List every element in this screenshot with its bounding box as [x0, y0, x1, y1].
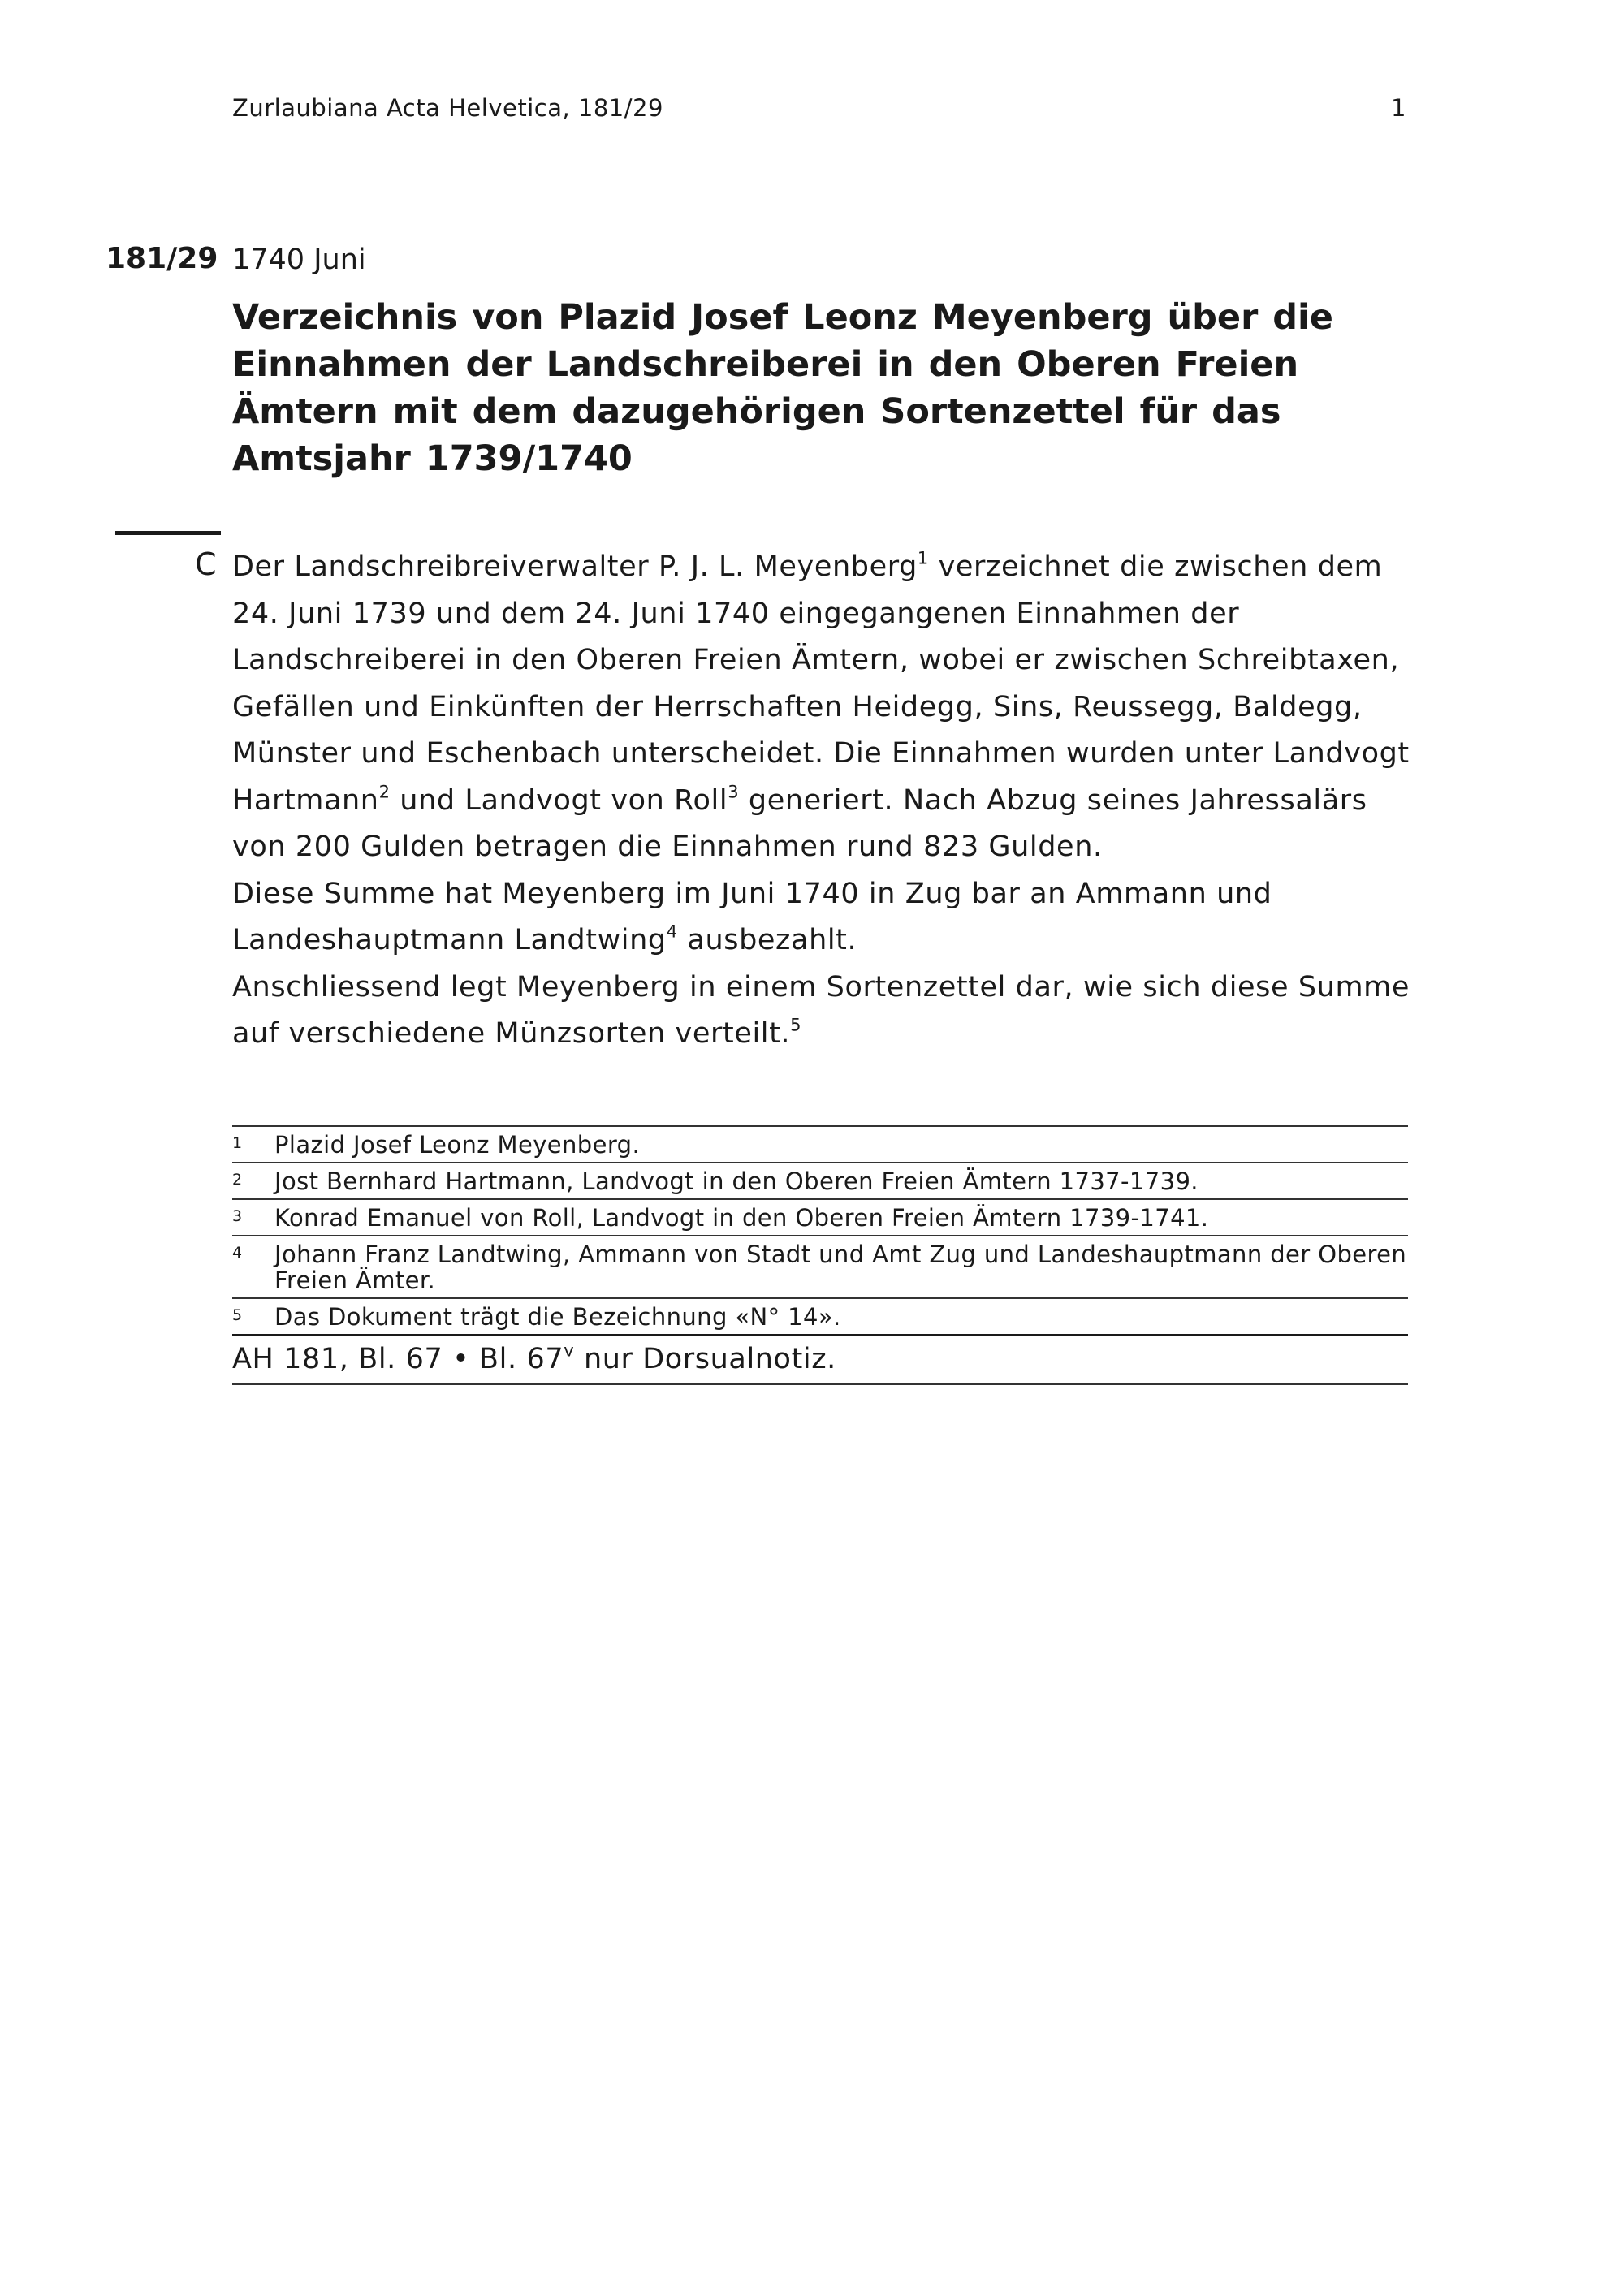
- footnote-ref-1[interactable]: 1: [917, 548, 929, 568]
- footnote-number: 4: [232, 1244, 243, 1262]
- summary-paragraph-2: [232, 871, 1410, 965]
- margin-rule: [115, 531, 221, 535]
- footnote-number: 3: [232, 1207, 243, 1225]
- footnote: [232, 1125, 1408, 1162]
- footnote-number: 5: [232, 1306, 243, 1324]
- footnote-ref-2[interactable]: 2: [378, 781, 391, 801]
- margin-letter: C: [195, 546, 217, 582]
- footnote-text: Das Dokument trägt die Bezeichnung «N° 14».: [274, 1303, 841, 1331]
- source-text: nur Dorsualnotiz.: [574, 1343, 836, 1375]
- footnote-text: Konrad Emanuel von Roll, Landvogt in den Oberen Freien Ämtern 1739-1741.: [274, 1204, 1209, 1232]
- footnote-text: Plazid Josef Leonz Meyenberg.: [274, 1131, 641, 1159]
- document-title: Verzeichnis von Plazid Josef Leonz Meyenberg über die Einnahmen der Landschreiberei in den Oberen Freien Ämtern mit dem dazugehörigen Sortenzettel für das Amtsjahr 1739/1740: [232, 297, 1333, 479]
- summary-text-span: Anschliessend legt Meyenberg in einem Sortenzettel dar, wie sich diese Summe auf verschiedene Münzsorten verteilt.: [232, 970, 1410, 1050]
- source-text: AH 181, Bl. 67 • Bl. 67: [232, 1343, 564, 1375]
- summary-text-span: verzeichnet die zwischen dem 24. Juni 1739 und dem 24. Juni 1740 eingegangenen Einnahmen der Landschreiberei in den Oberen Freien Ämtern, wobei er zwischen Schreibtaxen, Gefällen und Einkünften der Herrschaften Heidegg, Sins, Reussegg, Baldegg, Münster und Eschenbach unterscheidet. Die Einnahmen wurden unter Landvogt Hartmann: [232, 550, 1410, 817]
- running-head: [232, 94, 1406, 127]
- summary-text-span: generiert. Nach Abzug seines Jahressalärs von 200 Gulden betragen die Einnahmen rund 823 Gulden.: [232, 783, 1367, 863]
- document-date: 1740 Juni: [232, 244, 366, 276]
- summary-text-span: Der Landschreibreiverwalter P. J. L. Meyenberg: [232, 550, 918, 583]
- summary-paragraph-1: [232, 544, 1410, 871]
- source-reference: [232, 1334, 1408, 1385]
- footnote: [232, 1235, 1408, 1297]
- footnote-text: Johann Franz Landtwing, Ammann von Stadt und Amt Zug und Landeshauptmann der Oberen Freien Ämter.: [274, 1241, 1407, 1294]
- footnote: [232, 1297, 1408, 1334]
- page-number: 1: [1391, 94, 1406, 122]
- footnotes: [232, 1125, 1408, 1385]
- footnote-ref-5[interactable]: 5: [790, 1015, 802, 1035]
- footnote-number: 1: [232, 1134, 243, 1152]
- footnote-ref-4[interactable]: 4: [666, 921, 678, 942]
- footnote-ref-3[interactable]: 3: [728, 781, 740, 801]
- summary-text: [232, 544, 1410, 1058]
- running-head-title: Zurlaubiana Acta Helvetica, 181/29: [232, 94, 663, 122]
- document-number: 181/29: [106, 242, 218, 275]
- summary-text-span: ausbezahlt.: [677, 924, 857, 956]
- footnote: [232, 1162, 1408, 1198]
- summary-text-span: Diese Summe hat Meyenberg im Juni 1740 in Zug bar an Ammann und Landeshauptmann Landtwing: [232, 877, 1272, 956]
- footnote: [232, 1198, 1408, 1235]
- footnote-text: Jost Bernhard Hartmann, Landvogt in den Oberen Freien Ämtern 1737-1739.: [274, 1167, 1199, 1195]
- summary-paragraph-3: [232, 965, 1410, 1058]
- footnote-number: 2: [232, 1171, 243, 1189]
- summary-text-span: und Landvogt von Roll: [390, 783, 728, 817]
- source-verso-mark: v: [564, 1340, 575, 1361]
